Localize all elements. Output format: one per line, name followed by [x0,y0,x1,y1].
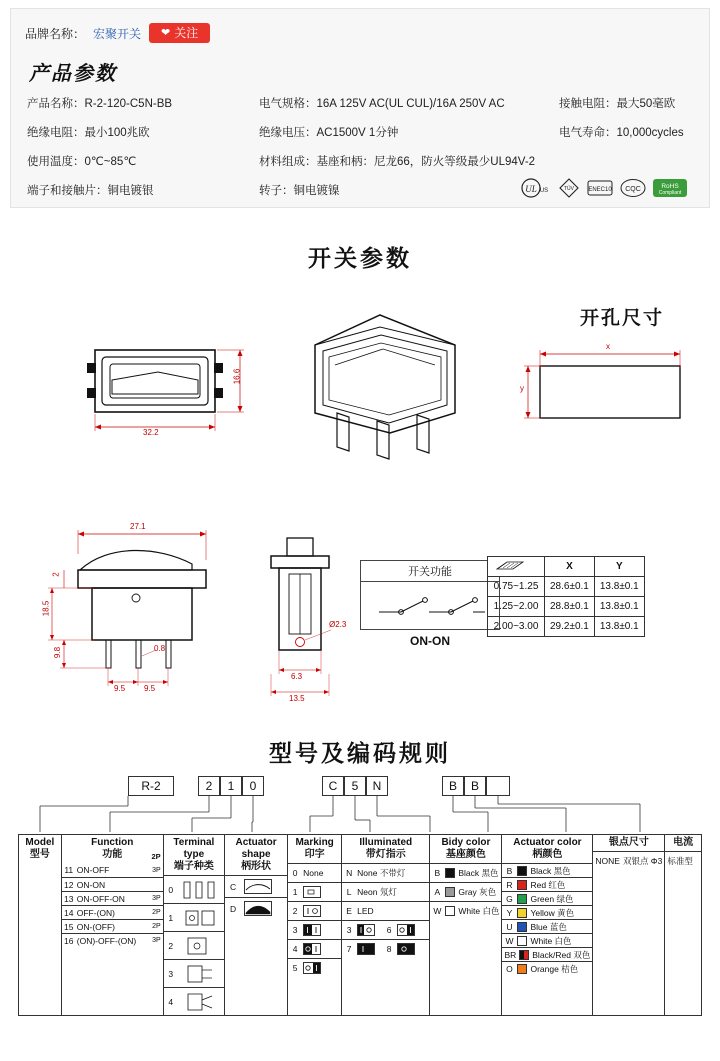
dim-pin-gap-b: 9.5 [144,684,156,693]
dim-side-width: 27.1 [130,522,146,531]
terminal-code: 0 [168,884,174,895]
xy-y: 13.8±0.1 [594,617,644,637]
function-label: ON-(OFF) [76,921,115,932]
drawing-side-section [30,520,260,700]
xy-range: 1.25~2.00 [488,597,545,617]
product-spec-panel [10,8,710,208]
section-title-hole-size: 开孔尺寸 [580,308,665,329]
dim-side-h2: 9.8 [53,646,63,659]
list-item [502,863,592,877]
list-item [288,863,341,882]
table-row [488,577,645,597]
list-item [62,933,163,947]
actuator-color-swatch [519,950,529,960]
marking-code: 0 [292,868,298,878]
col-illuminated [342,835,430,1016]
silver-point-code: NONE [595,856,620,866]
dim-hole-y: y [520,384,524,393]
spec-item: 绝缘电压：AC1500V 1分钟 [259,127,399,139]
terminal-icon-1 [178,906,220,930]
col-body-color [430,835,502,1016]
col-model-cn: 型号 [29,849,50,860]
terminal-code: 1 [168,912,174,923]
actuator-color-label: Red 红色 [530,879,566,890]
coding-rule-area [10,772,710,1052]
code-model-box: R-2 [128,776,174,796]
col-current-title: 电流 [673,837,694,848]
spec-item: 材料组成：基座和柄：尼龙66，防火等级最少UL94V-2 [259,156,536,168]
function-note: 2P [152,909,161,916]
list-item [502,891,592,905]
page-title: 产品参数 [29,63,117,85]
marking-code: 1 [292,887,298,897]
brand-name-link[interactable]: 宏聚开关 [93,26,142,41]
function-code: 15 [64,921,74,932]
tuv-icon [558,177,580,199]
actuator-color-code: O [506,963,513,974]
xy-col-y: Y [594,557,644,577]
dim-side-h1: 18.5 [41,600,51,617]
svg-text:Compliant: Compliant [658,190,682,196]
coding-rule-table [18,834,702,1016]
code-function-digit-3: 0 [242,776,264,796]
xy-col-0 [488,557,545,577]
switch-function-diagram [361,582,499,633]
section-title-switch-params: 开关参数 [308,246,412,271]
silver-point-label: 双银点 Φ3 [622,856,663,866]
list-item [342,939,429,958]
illuminated-label: Neon 氖灯 [357,887,397,897]
illuminated-icon-3 [357,924,375,936]
marking-icon-3 [303,924,321,936]
terminal-code: 3 [168,968,174,979]
function-label: ON-OFF [76,865,110,875]
list-item [164,987,224,1015]
list-item [164,959,224,987]
body-color-swatch [445,868,455,878]
col-body-color-en: Bidy color [441,837,491,848]
xy-col-x: X [545,557,595,577]
body-color-label: Gray 灰色 [458,887,497,897]
list-item [288,920,341,939]
col-body-color-cn: 基座颜色 [445,849,486,860]
list-item [225,875,287,897]
illuminated-icon-6 [397,924,415,936]
table-row [488,597,645,617]
spec-item: 电气规格：16A 125V AC(UL CUL)/16A 250V AC [259,98,505,110]
list-item [342,882,429,901]
actuator-color-swatch [517,964,527,974]
col-illuminated-en: Illuminated [359,837,413,848]
xy-x: 28.6±0.1 [545,577,595,597]
code-function-digit-2: 1 [220,776,242,796]
illuminated-code: L [346,887,352,897]
spec-item [559,155,703,169]
body-color-label: Black 黑色 [458,868,499,878]
function-code: 14 [64,907,74,918]
function-label: ON-OFF-ON [76,893,125,904]
list-item [164,903,224,931]
terminal-icon-3 [178,962,220,986]
list-item [62,877,163,891]
illuminated-code: N [346,868,353,878]
actuator-color-code: G [506,893,513,904]
hole-size-table [487,556,645,637]
actuator-color-label: White 白色 [530,935,572,946]
table-header-row [488,557,645,577]
marking-icon-5 [303,962,321,974]
col-actuator-shape [225,835,288,1016]
svg-text:RoHS: RoHS [661,183,679,190]
col-marking-cn: 印字 [304,849,325,860]
col-function-en: Function [91,837,134,848]
xy-x: 29.2±0.1 [545,617,595,637]
actuator-color-swatch [517,880,527,890]
function-code: 16 [64,935,74,946]
svg-text:TÜV: TÜV [564,186,574,192]
body-color-swatch [445,906,455,916]
svg-text:ENEC10: ENEC10 [588,187,612,193]
body-color-code: A [434,887,441,897]
list-item [502,905,592,919]
list-item [430,863,501,882]
function-label: OFF-(ON) [76,907,115,918]
code-actuator-3: N [366,776,388,796]
function-note: 3P [152,866,161,874]
heart-icon: ❤ [161,27,171,39]
list-item [342,901,429,920]
actuator-color-label: Yellow 黄色 [530,907,575,918]
spec-item: 电气寿命：10,000cycles [559,127,684,139]
dim-pin-gap-a: 9.5 [114,684,126,693]
actuator-color-label: Black/Red 双色 [532,949,591,960]
list-item [502,947,592,961]
function-note: 3P [152,937,161,944]
certification-logos [521,177,687,199]
list-item [164,931,224,959]
col-silver-point-title: 银点尺寸 [608,837,649,848]
dim-pin-width: 0.8 [154,644,166,653]
drawing-front-view [40,330,270,450]
col-actuator-color-cn: 柄颜色 [532,849,563,860]
code-color-1: B [442,776,464,796]
cqc-icon [620,177,646,199]
terminal-icon-4 [178,990,220,1014]
list-item [502,877,592,891]
current-label: 标准型 [667,856,693,866]
marking-icon-4 [303,943,321,955]
illuminated-code: 7 [346,944,352,954]
xy-y: 13.8±0.1 [594,577,644,597]
spec-item: 端子和接触片：铜电镀银 [27,185,154,197]
follow-button[interactable] [149,23,210,43]
marking-code: 5 [292,963,298,973]
vde-icon [587,177,613,199]
col-actuator-color-en: Actuator color [513,837,582,848]
actuator-color-label: Orange 桔色 [530,963,579,974]
marking-code: 3 [292,925,298,935]
terminal-icon-0 [178,878,220,902]
drawing-hole-size [520,336,700,446]
list-item [62,891,163,905]
code-function-digit-1: 2 [198,776,220,796]
col-terminal-en: Terminal type [173,837,215,860]
rohs-icon [653,177,687,199]
list-item [593,851,664,870]
xy-x: 28.8±0.1 [545,597,595,617]
svg-text:UL: UL [525,184,537,194]
dim-panel-thickness: 6.3 [291,672,303,681]
dim-front-width: 32.2 [143,428,159,437]
actuator-color-swatch [517,908,527,918]
xy-y: 13.8±0.1 [594,597,644,617]
brand-label: 品牌名称： [25,26,86,41]
function-label: (ON)-OFF-(ON) [76,935,137,946]
switch-function-box [360,560,500,630]
list-item [288,901,341,920]
col-marking-en: Marking [295,837,334,848]
brand-row [25,23,210,43]
list-item [62,905,163,919]
col-terminal-cn: 端子种类 [173,861,214,872]
function-list [62,863,163,947]
list-item [342,863,429,882]
dim-body-length: 13.5 [289,694,305,703]
actuator-color-swatch [517,894,527,904]
code-connector-lines [10,772,710,834]
list-item [62,919,163,933]
dim-hole-x: x [606,342,610,351]
list-item [225,897,287,919]
dim-front-height: 16.6 [232,368,242,385]
illuminated-icon-8 [397,943,415,955]
actuator-color-swatch [517,866,527,876]
dim-side-t: 2 [51,572,61,577]
illuminated-code: 6 [386,925,392,935]
follow-button-label: 关注 [174,26,199,40]
actuator-color-swatch [517,936,527,946]
code-actuator-2: 5 [344,776,366,796]
spec-item: 接触电阻：最大50毫欧 [559,98,676,110]
spec-item: 产品名称：R-2-120-C5N-BB [27,98,173,110]
list-item [342,920,429,939]
drawing-end-view [245,520,375,710]
spec-item: 使用温度：0℃~85℃ [27,156,137,168]
svg-text:CQC: CQC [625,186,641,193]
function-note: 2P [152,923,161,930]
col-actuator-shape-cn: 柄形状 [241,861,272,872]
table-header-row [19,835,702,1016]
table-row [488,617,645,637]
marking-icon-2 [303,905,321,917]
actuator-color-label: Blue 蓝色 [530,921,567,932]
actuator-color-label: Black 黑色 [530,865,571,876]
col-function-note: 2P [151,852,161,861]
list-item [502,933,592,947]
col-model [19,835,62,1016]
marking-code: 2 [292,906,298,916]
body-color-swatch [445,887,455,897]
list-item [62,863,163,877]
svg-text:US: US [539,188,549,194]
marking-code: 4 [292,944,298,954]
actuator-shape-icon-d [244,901,272,916]
actuator-color-code: U [506,921,513,932]
col-silver-point [593,835,665,1016]
col-model-en: Model [25,837,55,848]
col-function-cn: 功能 [102,849,123,860]
col-actuator-shape-en: Actuator shape [235,837,277,860]
actuator-color-code: BR [504,949,517,960]
actuator-color-code: Y [506,907,513,918]
function-label: ON-ON [76,879,106,890]
actuator-color-code: R [506,879,513,890]
actuator-color-code: W [505,935,514,946]
body-color-code: W [433,906,442,916]
col-illuminated-cn: 带灯指示 [365,849,406,860]
switch-function-title: 开关功能 [361,561,499,582]
marking-label: None [303,868,324,878]
marking-icon-1 [303,886,321,898]
list-item [288,939,341,958]
col-actuator-color [502,835,593,1016]
function-code: 13 [64,893,74,904]
dim-hole-dia: Ø2.3 [329,620,347,629]
code-actuator-1: C [322,776,344,796]
actuator-color-label: Green 绿色 [530,893,574,904]
function-code: 11 [64,865,74,875]
illuminated-code: 8 [386,944,392,954]
illuminated-label: None 不带灯 [357,868,406,878]
xy-range: 2.00~3.00 [488,617,545,637]
actuator-shape-code: D [229,903,237,914]
ul-icon [521,177,551,199]
illuminated-code: E [346,906,352,916]
xy-range: 0.75~1.25 [488,577,545,597]
drawing-3d-view [285,305,485,465]
actuator-shape-code: C [229,881,237,892]
col-function [61,835,163,1016]
actuator-color-swatch [517,922,527,932]
body-color-code: B [434,868,441,878]
actuator-color-code: B [506,865,513,876]
terminal-code: 4 [168,996,174,1007]
list-item [665,851,701,870]
list-item [502,961,592,975]
list-item [502,919,592,933]
function-code: 12 [64,879,74,890]
spec-item: 绝缘电阻：最小100兆欧 [27,127,150,139]
list-item [288,882,341,901]
col-marking [288,835,342,1016]
col-terminal [163,835,224,1016]
illuminated-icon-7 [357,943,375,955]
list-item [288,958,341,977]
code-color-2: B [464,776,486,796]
illuminated-label: LED [357,906,374,916]
switch-function-label: ON-ON [410,634,450,648]
terminal-icon-2 [178,934,220,958]
list-item [430,901,501,920]
col-current [665,835,702,1016]
list-item [164,875,224,903]
terminal-code: 2 [168,940,174,951]
section-title-coding-rules: 型号及编码规则 [269,741,451,766]
function-note: 3P [152,895,161,902]
illuminated-code: 3 [346,925,352,935]
spec-item: 转子：铜电镀镍 [259,185,340,197]
actuator-shape-icon-c [244,879,272,894]
body-color-label: White 白色 [458,906,500,916]
list-item [430,882,501,901]
